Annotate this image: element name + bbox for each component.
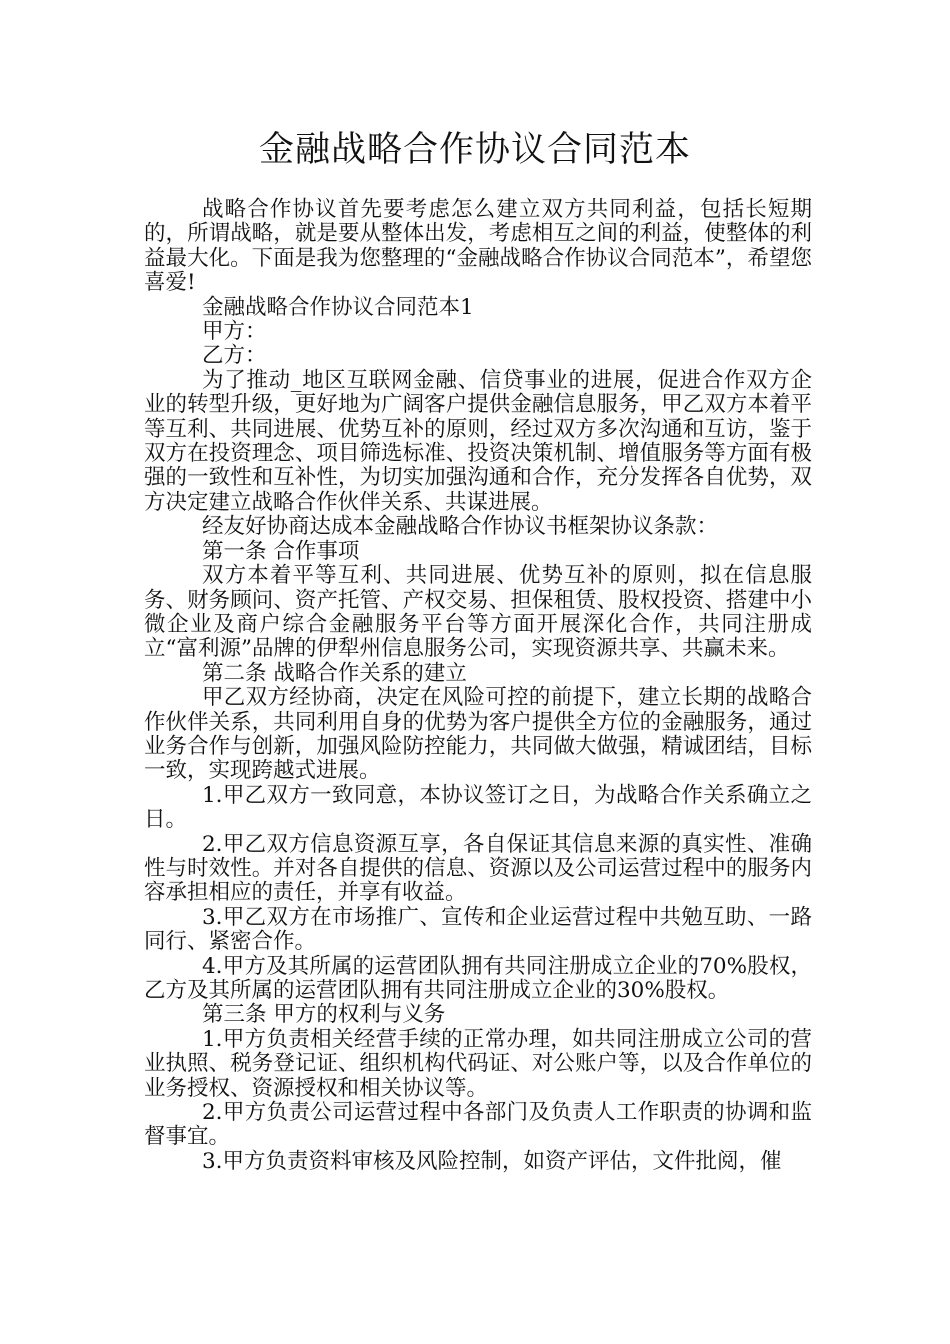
document-title: 金融战略合作协议合同范本: [258, 130, 691, 170]
paragraph-party-b: 乙方：: [202, 343, 267, 369]
article-3-item-1: 1.甲方负责相关经营手续的正常办理，如共同注册成立公司的营业执照、税务登记证、组织机构代码证、对公账户等，以及合作单位的业务授权、资源授权和相关协议等。: [144, 1026, 812, 1101]
paragraph-purpose: 为了推动_地区互联网金融、信贷事业的进展，促进合作双方企业的转型升级，更好地为广阔客户提供金融信息服务，甲乙双方本着平等互利、共同进展、优势互补的原则，经过双方多次沟通和互访，鉴于双方在投资理念、项目筛选标准、投资决策机制、增值服务等方面有极强的一致性和互补性，为切实加强沟通和合作，充分发挥各自优势，双方决定建立战略合作伙伴关系、共谋进展。: [144, 367, 812, 515]
paragraph-framework: 经友好协商达成本金融战略合作协议书框架协议条款：: [202, 514, 719, 540]
article-2-item-2: 2.甲乙双方信息资源互享，各自保证其信息来源的真实性、准确性与时效性。并对各自提供的信息、资源以及公司运营过程中的服务内容承担相应的责任，并享有收益。: [144, 831, 812, 906]
article-2-item-1: 1.甲乙双方一致同意，本协议签订之日，为战略合作关系确立之日。: [144, 782, 812, 833]
paragraph-contract-heading: 金融战略合作协议合同范本1: [202, 294, 474, 320]
article-3-heading: 第三条 甲方的权利与义务: [202, 1002, 446, 1028]
article-2-heading: 第二条 战略合作关系的建立: [202, 660, 467, 686]
article-2-body: 甲乙双方经协商，决定在风险可控的前提下，建立长期的战略合作伙伴关系，共同利用自身的优势为客户提供全方位的金融服务，通过业务合作与创新，加强风险防控能力，共同做大做强，精诚团结，目标一致，实现跨越式进展。: [144, 685, 812, 784]
paragraph-party-a: 甲方：: [202, 319, 267, 345]
article-2-item-4: 4.甲方及其所属的运营团队拥有共同注册成立企业的70%股权，乙方及其所属的运营团队拥有共同注册成立企业的30%股权。: [144, 953, 812, 1003]
article-1-body: 双方本着平等互利、共同进展、优势互补的原则，拟在信息服务、财务顾问、资产托管、产权交易、担保租赁、股权投资、搭建中小微企业及商户综合金融服务平台等方面开展深化合作，共同注册成立“富利源”品牌的伊犁州信息服务公司，实现资源共享、共赢未来。: [144, 563, 812, 662]
article-1-heading: 第一条 合作事项: [202, 538, 360, 564]
article-3-item-3: 3.甲方负责资料审核及风险控制，如资产评估，文件批阅，催: [202, 1148, 782, 1174]
paragraph-intro: 战略合作协议首先要考虑怎么建立双方共同利益，包括长短期的，所谓战略，就是要从整体出发，考虑相互之间的利益，使整体的利益最大化。下面是我为您整理的“金融战略合作协议合同范本”，希望您喜爱!: [144, 197, 812, 296]
article-2-item-3: 3.甲乙双方在市场推广、宣传和企业运营过程中共勉互助、一路同行、紧密合作。: [144, 904, 812, 955]
article-3-item-2: 2.甲方负责公司运营过程中各部门及负责人工作职责的协调和监督事宜。: [144, 1100, 812, 1150]
document-body: [144, 198, 812, 1174]
